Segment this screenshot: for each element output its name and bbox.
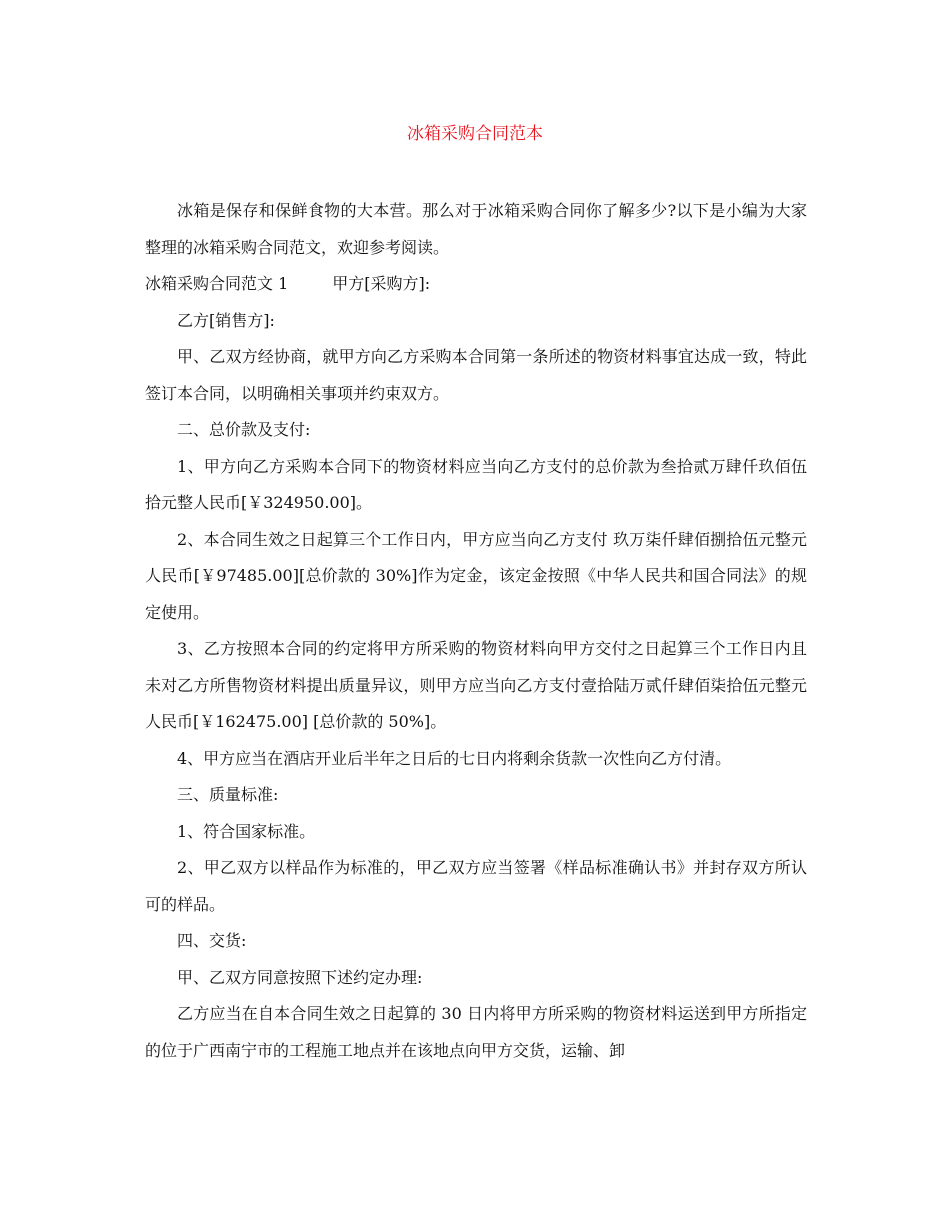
- payment-clause-1: 1、甲方向乙方采购本合同下的物资材料应当向乙方支付的总价款为叁拾贰万肆仟玖佰伍拾元整人民币[￥324950.00]。: [145, 456, 807, 512]
- payment-clause-3: 3、乙方按照本合同的约定将甲方所采购的物资材料向甲方交付之日起算三个工作日内且未对乙方所售物资材料提出质量异议，则甲方应当向乙方支付壹拾陆万贰仟肆佰柒拾伍元整元人民币[￥162475.00] [总价款的 50%]。: [145, 639, 807, 731]
- section-heading-payment: 二、总价款及支付:: [177, 420, 311, 439]
- party-a-label: 甲方[采购方]:: [332, 274, 431, 293]
- delivery-intro: 甲、乙双方同意按照下述约定办理:: [177, 967, 423, 987]
- intro-paragraph: 冰箱是保存和保鲜食物的大本营。那么对于冰箱采购合同你了解多少?以下是小编为大家整理的冰箱采购合同范文，欢迎参考阅读。: [145, 201, 807, 257]
- sample-heading: 冰箱采购合同范文 1: [145, 274, 289, 293]
- document-title: 冰箱采购合同范本: [407, 124, 543, 144]
- payment-clause-2: 2、本合同生效之日起算三个工作日内，甲方应当向乙方支付 玖万柒仟肆佰捌拾伍元整元人民币[￥97485.00][总价款的 30%]作为定金，该定金按照《中华人民共和国合同法》的规定使用。: [145, 529, 807, 622]
- party-b-label: 乙方[销售方]:: [177, 310, 275, 330]
- section-heading-quality: 三、质量标准:: [177, 785, 279, 804]
- agreement-paragraph: 甲、乙双方经协商，就甲方向乙方采购本合同第一条所述的物资材料事宜达成一致，特此签订本合同，以明确相关事项并约束双方。: [145, 347, 807, 403]
- quality-clause-1: 1、符合国家标准。: [177, 821, 316, 841]
- sample-heading-line: [145, 266, 807, 303]
- document-body: [145, 193, 807, 1069]
- delivery-clause: 乙方应当在自本合同生效之日起算的 30 日内将甲方所采购的物资材料运送到甲方所指定的位于广西南宁市的工程施工地点并在该地点向甲方交货，运输、卸: [145, 1004, 807, 1060]
- payment-clause-4: 4、甲方应当在酒店开业后半年之日后的七日内将剩余货款一次性向乙方付清。: [177, 748, 732, 768]
- section-heading-delivery: 四、交货:: [177, 931, 247, 950]
- quality-clause-2: 2、甲乙双方以样品作为标准的，甲乙双方应当签署《样品标准确认书》并封存双方所认可的样品。: [145, 858, 807, 914]
